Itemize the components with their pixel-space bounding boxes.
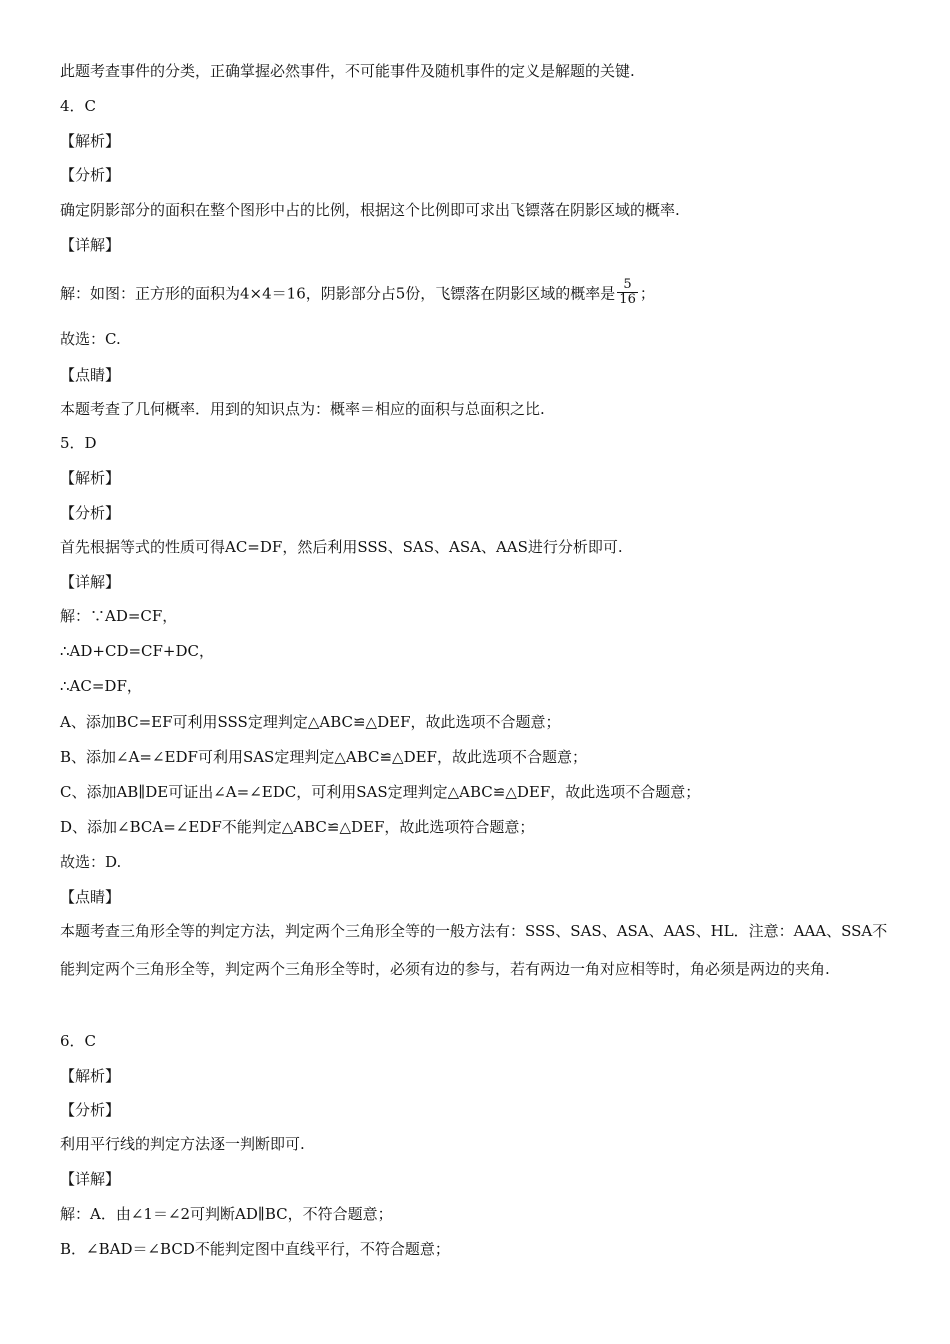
q5-option-c: C、添加AB∥DE可证出∠A=∠EDC，可利用SAS定理判定△ABC≌△DEF，故此选项不合题意； (60, 783, 701, 801)
q5-step-2: ∴AD+CD=CF+DC， (60, 642, 214, 660)
q4-fenxi-label: 【分析】 (60, 166, 121, 184)
q5-dianjing-label: 【点睛】 (60, 888, 121, 906)
q5-fenxi-text: 首先根据等式的性质可得AC=DF，然后利用SSS、SAS、ASA、AAS进行分析即可. (60, 538, 623, 556)
q6-xiangjie-label: 【详解】 (60, 1170, 121, 1188)
q4-jiexi-label: 【解析】 (60, 132, 121, 150)
q4-dianjing-label: 【点睛】 (60, 366, 121, 384)
q4-fenxi-text: 确定阴影部分的面积在整个图形中占的比例，根据这个比例即可求出飞镖落在阴影区域的概率. (60, 201, 680, 219)
q5-option-a: A、添加BC=EF可利用SSS定理判定△ABC≌△DEF，故此选项不合题意； (60, 713, 561, 731)
q5-step-1: 解：∵AD=CF， (60, 607, 178, 625)
q4-solution-suffix: ； (639, 284, 655, 303)
q4-solution-prefix: 解：如图：正方形的面积为4×4＝16，阴影部分占5份，飞镖落在阴影区域的概率是 (60, 284, 616, 303)
q6-option-a: 解：A．由∠1＝∠2可判断AD∥BC，不符合题意； (60, 1205, 393, 1223)
q4-dianjing-text: 本题考查了几何概率．用到的知识点为：概率＝相应的面积与总面积之比. (60, 400, 545, 418)
q5-option-b: B、添加∠A=∠EDF可利用SAS定理判定△ABC≌△DEF，故此选项不合题意； (60, 748, 587, 766)
q4-number: 4．C (60, 97, 97, 115)
q5-number: 5．D (60, 434, 97, 452)
q5-dianjing-text: 本题考查三角形全等的判定方法，判定两个三角形全等的一般方法有：SSS、SAS、ASA、AAS、HL．注意：AAA、SSA不能判定两个三角形全等，判定两个三角形全等时，必须有边的参与，若有两边一角对应相等时，角必须是两边的夹角. (60, 922, 888, 978)
q5-xiangjie-label: 【详解】 (60, 573, 121, 591)
q4-fraction-numerator: 5 (617, 278, 638, 293)
q4-probability-fraction (617, 278, 638, 307)
q6-fenxi-text: 利用平行线的判定方法逐一判断即可. (60, 1135, 305, 1153)
q4-xiangjie-label: 【详解】 (60, 236, 121, 254)
q4-solution (60, 277, 900, 309)
q5-step-3: ∴AC=DF， (60, 677, 142, 695)
q6-fenxi-label: 【分析】 (60, 1101, 121, 1119)
q6-option-b: B．∠BAD＝∠BCD不能判定图中直线平行，不符合题意； (60, 1240, 450, 1258)
q5-option-d: D、添加∠BCA=∠EDF不能判定△ABC≌△DEF，故此选项符合题意； (60, 818, 535, 836)
q3-comment-tail: 此题考查事件的分类，正确掌握必然事件，不可能事件及随机事件的定义是解题的关键. (60, 62, 635, 80)
q5-answer: 故选：D. (60, 853, 122, 871)
q4-answer: 故选：C. (60, 330, 121, 348)
q5-fenxi-label: 【分析】 (60, 504, 121, 522)
q5-jiexi-label: 【解析】 (60, 469, 121, 487)
q4-fraction-denominator: 16 (619, 292, 636, 307)
q6-jiexi-label: 【解析】 (60, 1067, 121, 1085)
q6-number: 6．C (60, 1032, 97, 1050)
